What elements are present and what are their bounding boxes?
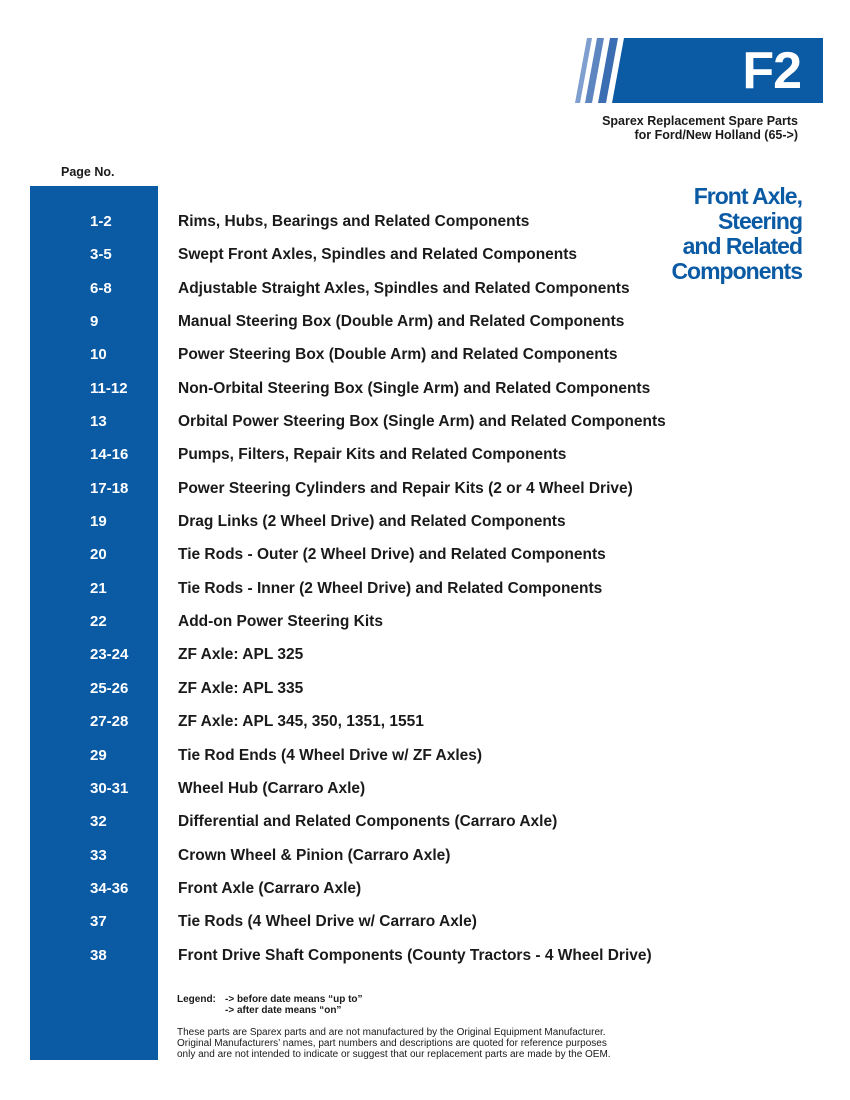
toc-row xyxy=(0,904,850,937)
toc-entry-title: Add-on Power Steering Kits xyxy=(178,613,383,631)
legend xyxy=(177,994,363,1016)
toc-row xyxy=(0,204,850,237)
disclaimer-line: Original Manufacturers’ names, part numbers and descriptions are quoted for reference purposes xyxy=(177,1038,607,1049)
toc-page-number: 30-31 xyxy=(90,779,129,797)
toc-page-number: 23-24 xyxy=(90,646,129,664)
legend-entry: -> before date means “up to” xyxy=(225,994,363,1005)
toc-page-number: 33 xyxy=(90,846,107,864)
section-header-band xyxy=(575,38,823,103)
toc-page-number: 17-18 xyxy=(90,479,129,497)
toc-entry-title: Adjustable Straight Axles, Spindles and Related Components xyxy=(178,279,630,297)
toc-row xyxy=(0,571,850,604)
toc-row xyxy=(0,637,850,670)
toc-page-number: 1-2 xyxy=(90,213,112,230)
toc-entry-title: Tie Rod Ends (4 Wheel Drive w/ ZF Axles) xyxy=(178,746,483,764)
toc-entry-title: Tie Rods - Outer (2 Wheel Drive) and Related Components xyxy=(178,546,606,564)
toc-entry-title: ZF Axle: APL 325 xyxy=(178,646,304,664)
toc-entry-title: Manual Steering Box (Double Arm) and Related Components xyxy=(178,313,625,331)
toc-row xyxy=(0,871,850,904)
section-title-line: Components xyxy=(671,258,802,284)
toc-row xyxy=(0,404,850,437)
toc-row xyxy=(0,304,850,337)
toc-entry-title: Non-Orbital Steering Box (Single Arm) and Related Components xyxy=(178,379,651,397)
toc-page-number: 6-8 xyxy=(90,279,112,297)
toc-row xyxy=(0,738,850,771)
toc-entry-title: ZF Axle: APL 345, 350, 1351, 1551 xyxy=(178,713,424,731)
toc-entry-title: Drag Links (2 Wheel Drive) and Related Components xyxy=(178,513,566,531)
toc-page-number: 25-26 xyxy=(90,679,129,697)
toc-entry-title: ZF Axle: APL 335 xyxy=(178,679,304,697)
toc-page-number: 19 xyxy=(90,513,107,531)
toc-page-number: 37 xyxy=(90,913,107,931)
disclaimer-line: These parts are Sparex parts and are not manufactured by the Original Equipment Manufacturer. xyxy=(177,1027,606,1038)
subtitle-line: Sparex Replacement Spare Parts xyxy=(602,114,798,128)
page-number-column-label: Page No. xyxy=(61,165,115,179)
toc-entry-title: Orbital Power Steering Box (Single Arm) and Related Components xyxy=(178,413,666,431)
toc-row xyxy=(0,504,850,537)
toc-row xyxy=(0,838,850,871)
toc-entry-title: Tie Rods - Inner (2 Wheel Drive) and Related Components xyxy=(178,579,603,597)
toc-page-number: 34-36 xyxy=(90,879,129,897)
toc-page-number: 20 xyxy=(90,546,107,564)
toc-row xyxy=(0,371,850,404)
toc-row xyxy=(0,704,850,737)
toc-row xyxy=(0,804,850,837)
toc-row xyxy=(0,671,850,704)
legend-entry: -> after date means “on” xyxy=(225,1005,342,1016)
section-title-line: Front Axle, xyxy=(693,183,802,209)
toc-row xyxy=(0,938,850,971)
toc-page-number: 10 xyxy=(90,346,107,364)
catalog-subtitle xyxy=(602,114,798,142)
toc-entry-title: Power Steering Box (Double Arm) and Related Components xyxy=(178,346,618,364)
toc-page-number: 3-5 xyxy=(90,246,112,264)
toc-page-number: 38 xyxy=(90,946,107,964)
subtitle-line: for Ford/New Holland (65->) xyxy=(634,128,798,142)
toc-entry-title: Differential and Related Components (Carraro Axle) xyxy=(178,813,558,831)
disclaimer-line: only and are not intended to indicate or suggest that our replacement parts are made by the OEM. xyxy=(177,1049,611,1060)
toc-entry-title: Pumps, Filters, Repair Kits and Related Components xyxy=(178,446,567,464)
toc-row xyxy=(0,537,850,570)
toc-page-number: 11-12 xyxy=(90,379,128,397)
toc-page-number: 22 xyxy=(90,613,107,631)
toc-page-number: 14-16 xyxy=(90,446,129,464)
toc-row xyxy=(0,237,850,270)
toc-entry-title: Rims, Hubs, Bearings and Related Components xyxy=(178,213,530,230)
table-of-contents xyxy=(0,204,850,971)
toc-entry-title: Crown Wheel & Pinion (Carraro Axle) xyxy=(178,846,451,864)
toc-entry-title: Wheel Hub (Carraro Axle) xyxy=(178,779,366,797)
legend-label: Legend: xyxy=(177,994,216,1005)
toc-page-number: 13 xyxy=(90,413,107,431)
toc-row xyxy=(0,437,850,470)
toc-entry-title: Tie Rods (4 Wheel Drive w/ Carraro Axle) xyxy=(178,913,477,931)
toc-page-number: 9 xyxy=(90,313,99,331)
toc-row xyxy=(0,471,850,504)
section-title-line: and Related xyxy=(682,233,802,259)
toc-row xyxy=(0,337,850,370)
disclaimer xyxy=(177,1027,677,1060)
toc-entry-title: Swept Front Axles, Spindles and Related Components xyxy=(178,246,578,264)
toc-entry-title: Power Steering Cylinders and Repair Kits (2 or 4 Wheel Drive) xyxy=(178,479,633,497)
toc-row xyxy=(0,271,850,304)
section-title-line: Steering xyxy=(717,208,802,234)
toc-page-number: 21 xyxy=(90,579,107,597)
toc-page-number: 27-28 xyxy=(90,713,129,731)
toc-row xyxy=(0,771,850,804)
toc-entry-title: Front Drive Shaft Components (County Tractors - 4 Wheel Drive) xyxy=(178,946,652,964)
section-code: F2 xyxy=(742,42,801,100)
toc-entry-title: Front Axle (Carraro Axle) xyxy=(178,879,362,897)
toc-row xyxy=(0,604,850,637)
toc-page-number: 32 xyxy=(90,813,107,831)
toc-page-number: 29 xyxy=(90,746,107,764)
